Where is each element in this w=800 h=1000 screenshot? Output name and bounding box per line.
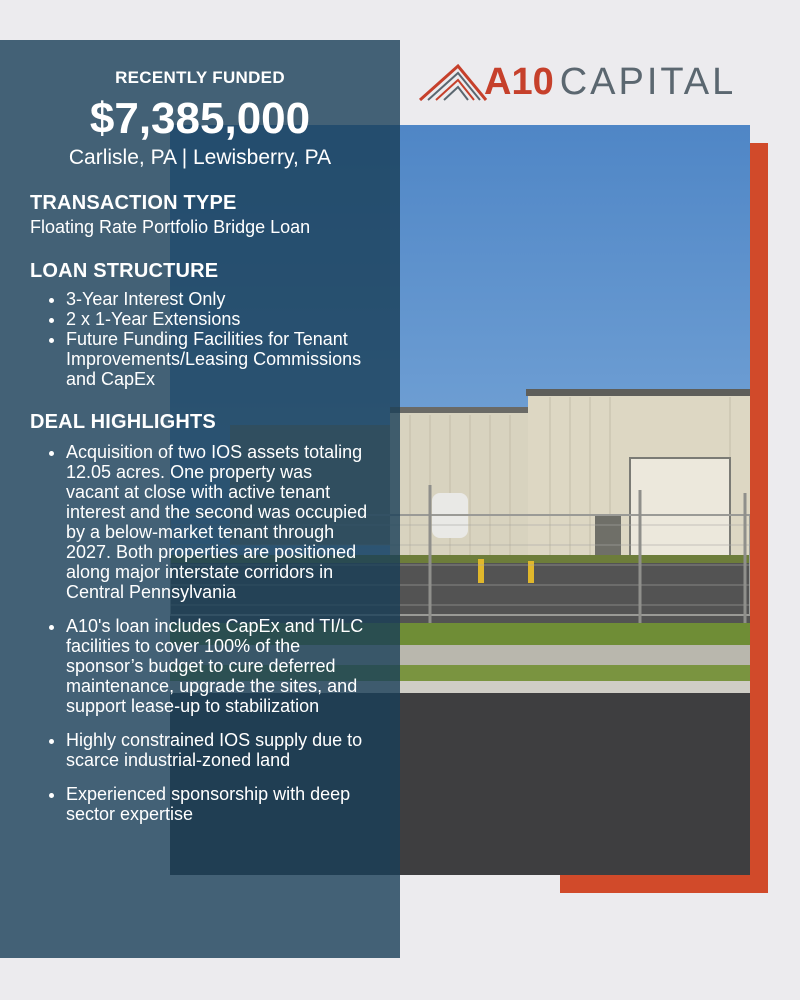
list-item: • Future Funding Facilities for Tenant Improvements/Leasing Commissions and CapEx	[66, 329, 370, 389]
list-item: • A10's loan includes CapEx and TI/LC facilities to cover 100% of the sponsor’s budget to cure deferred maintenance, upgrade the sites, and support lease-up to stabilization	[66, 616, 370, 716]
list-item: • Acquisition of two IOS assets totaling 12.05 acres. One property was vacant at close with active tenant interest and the second was occupied by a below-market tenant through 2027. Both properties are positioned along major interstate corridors in Central Pennsylvania	[66, 442, 370, 602]
list-item: • Highly constrained IOS supply due to scarce industrial-zoned land	[66, 730, 370, 770]
info-panel	[0, 40, 400, 958]
roof-chevron-icon	[418, 62, 488, 102]
funded-amount: $7,385,000	[89, 94, 311, 143]
transaction-type-value: Floating Rate Portfolio Bridge Loan	[30, 217, 311, 237]
transaction-type-heading: TRANSACTION TYPE	[30, 192, 237, 214]
list-item: • 3-Year Interest Only	[66, 289, 370, 309]
list-item: • 2 x 1-Year Extensions	[66, 309, 370, 329]
deal-location: Carlisle, PA | Lewisberry, PA	[68, 146, 332, 169]
loan-structure-list	[30, 289, 370, 389]
list-item: • Experienced sponsorship with deep sector expertise	[66, 784, 370, 824]
deal-highlights-list	[30, 442, 370, 824]
deal-highlights-heading: DEAL HIGHLIGHTS	[30, 411, 216, 433]
logo-wordmark: A10 CAPITAL	[484, 61, 737, 103]
brand-logo	[418, 60, 738, 104]
loan-structure-heading: LOAN STRUCTURE	[30, 260, 219, 282]
recently-funded-label: RECENTLY FUNDED	[115, 68, 285, 87]
